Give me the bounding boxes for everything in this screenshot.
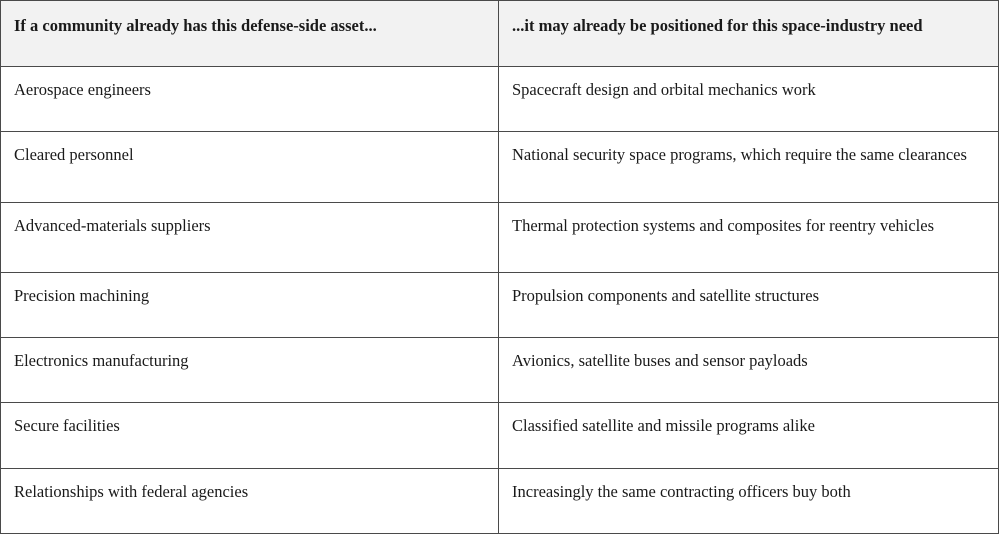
space-need-cell: Propulsion components and satellite structures bbox=[499, 272, 999, 337]
table-row bbox=[1, 202, 999, 272]
header-defense-asset: If a community already has this defense-side asset... bbox=[1, 1, 499, 67]
space-need-cell: Increasingly the same contracting officers buy both bbox=[499, 468, 999, 533]
space-need-cell: National security space programs, which require the same clearances bbox=[499, 132, 999, 202]
space-need-cell: Avionics, satellite buses and sensor payloads bbox=[499, 338, 999, 403]
table-row bbox=[1, 338, 999, 403]
header-space-need: ...it may already be positioned for this space-industry need bbox=[499, 1, 999, 67]
defense-asset-cell: Cleared personnel bbox=[1, 132, 499, 202]
table-header-row bbox=[1, 1, 999, 67]
table-row bbox=[1, 67, 999, 132]
defense-asset-cell: Precision machining bbox=[1, 272, 499, 337]
space-need-cell: Thermal protection systems and composites for reentry vehicles bbox=[499, 202, 999, 272]
table-row bbox=[1, 468, 999, 533]
defense-asset-cell: Electronics manufacturing bbox=[1, 338, 499, 403]
defense-asset-cell: Secure facilities bbox=[1, 403, 499, 468]
table-row bbox=[1, 272, 999, 337]
defense-asset-cell: Advanced-materials suppliers bbox=[1, 202, 499, 272]
table-row bbox=[1, 132, 999, 202]
defense-asset-cell: Aerospace engineers bbox=[1, 67, 499, 132]
defense-asset-cell: Relationships with federal agencies bbox=[1, 468, 499, 533]
space-need-cell: Classified satellite and missile programs alike bbox=[499, 403, 999, 468]
table-row bbox=[1, 403, 999, 468]
space-need-cell: Spacecraft design and orbital mechanics work bbox=[499, 67, 999, 132]
